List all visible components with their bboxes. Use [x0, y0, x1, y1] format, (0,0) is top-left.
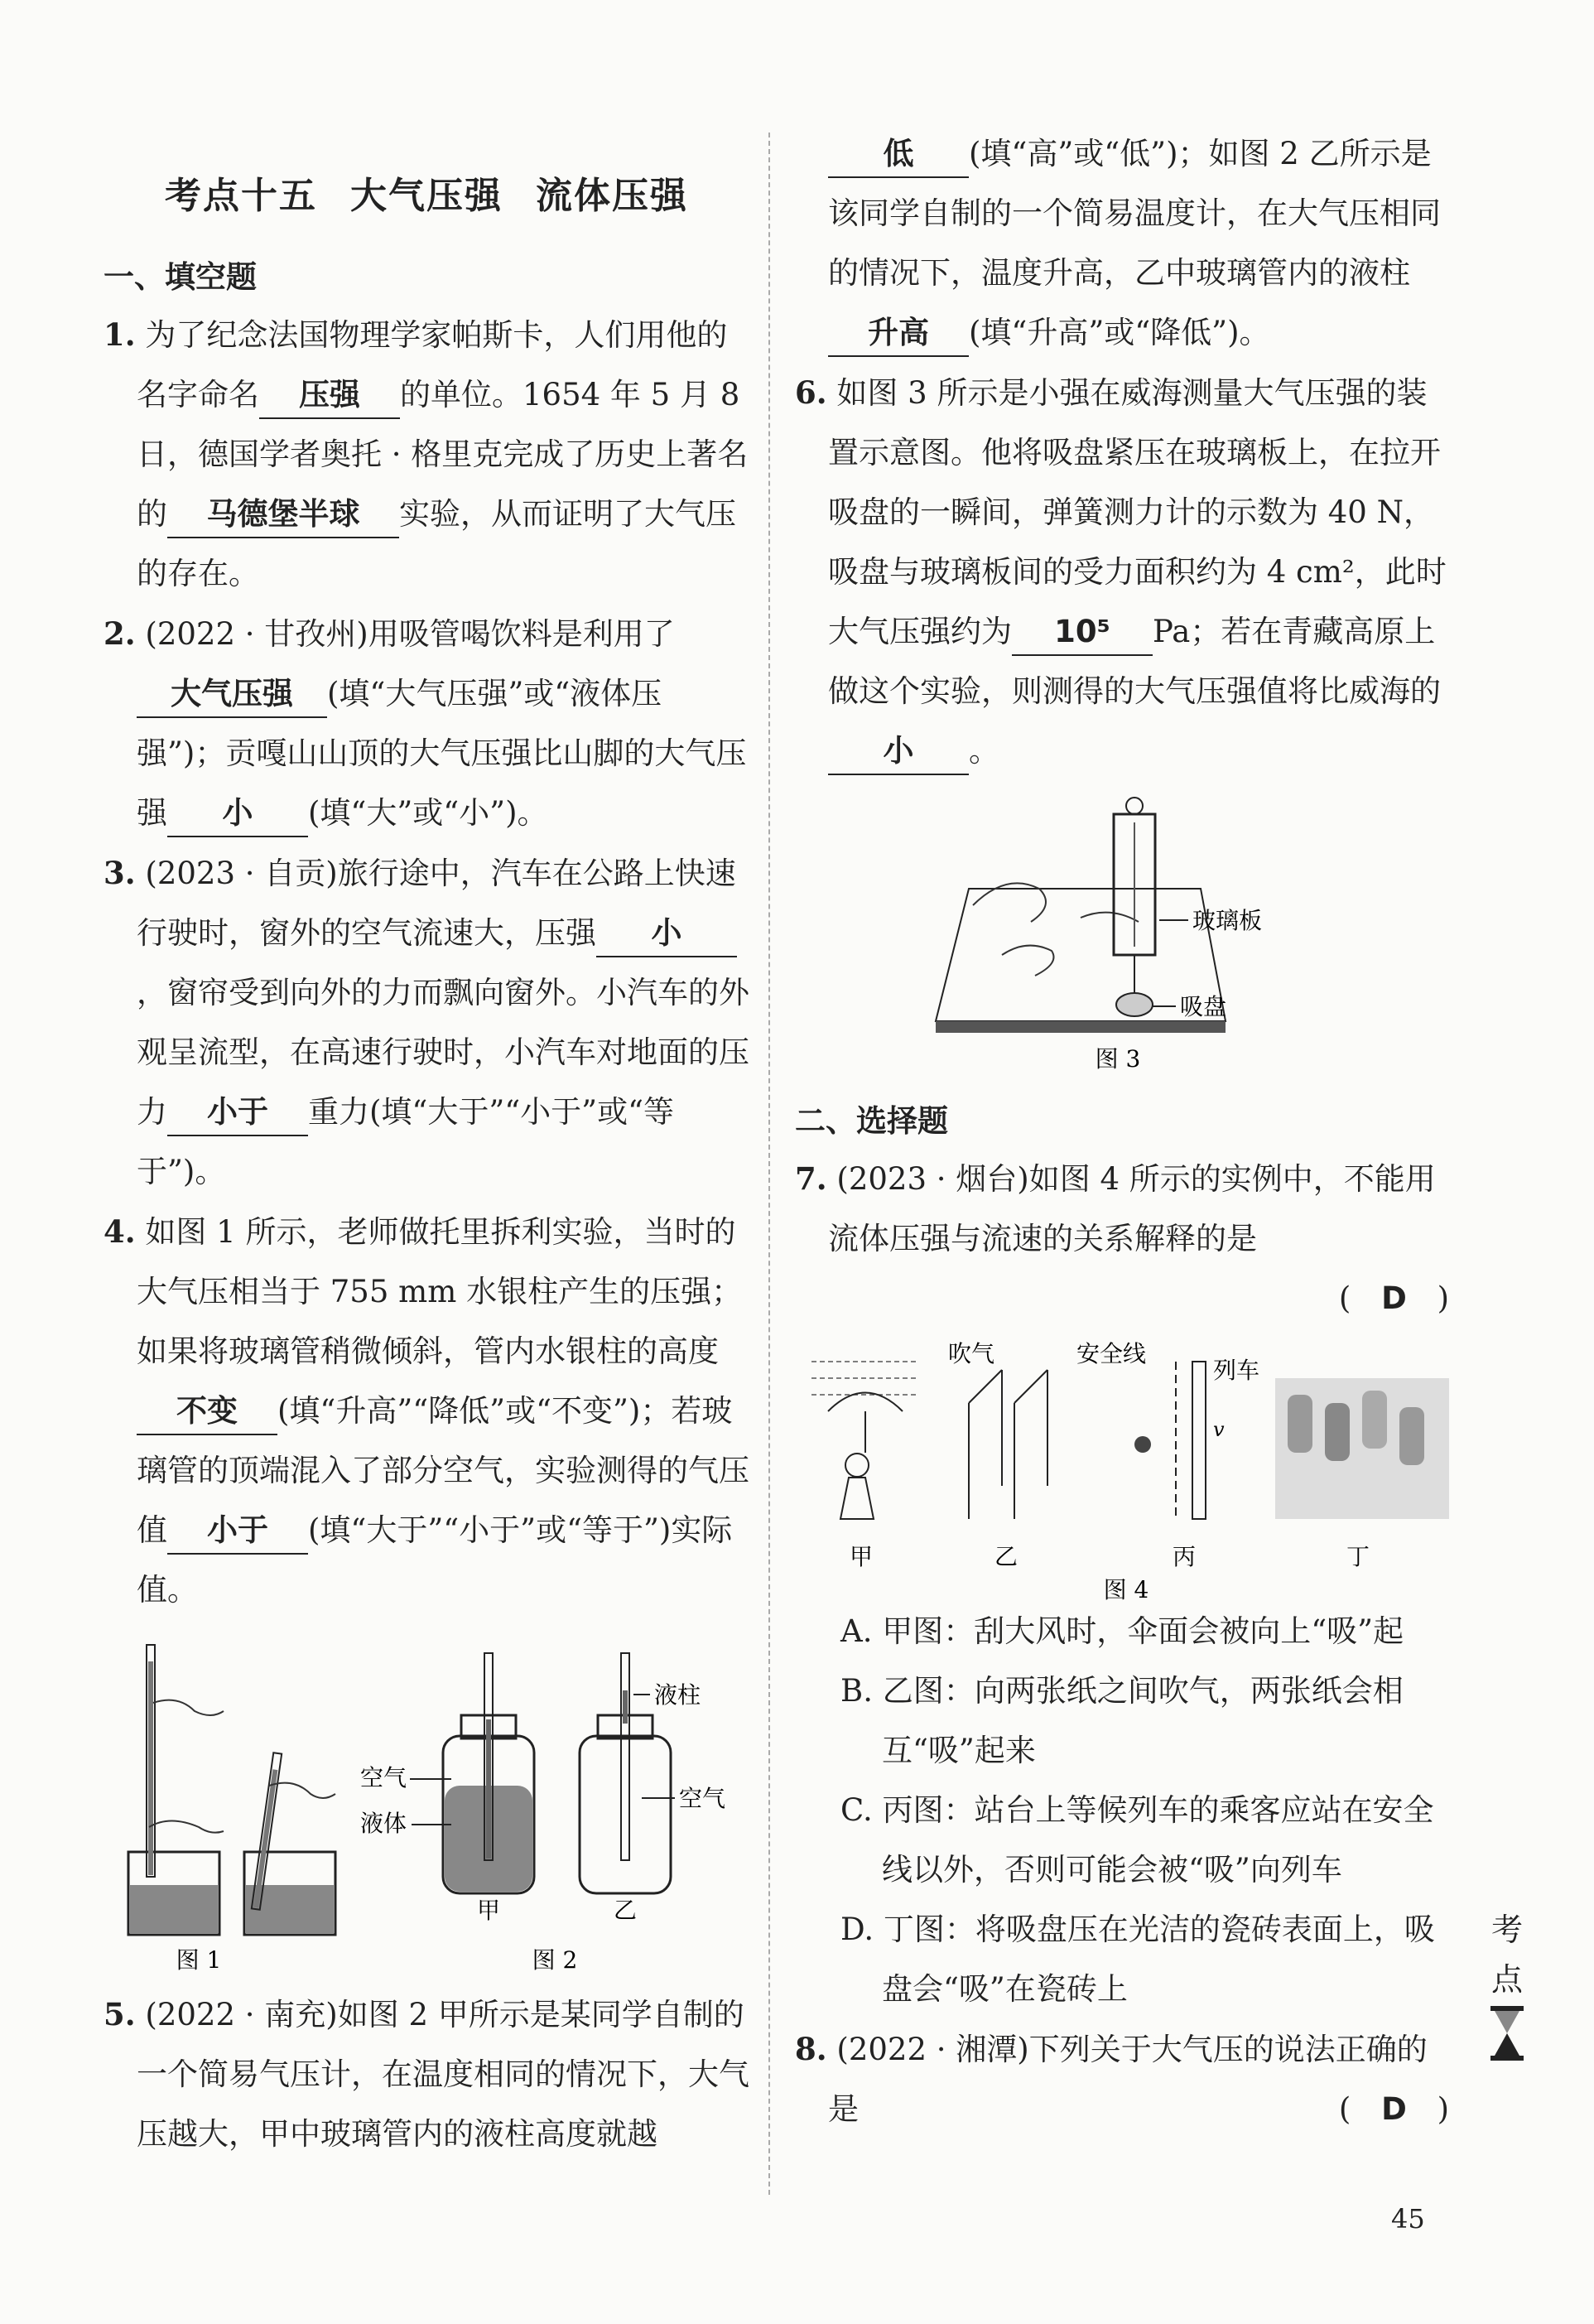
answer-blank: 升高 — [828, 311, 969, 357]
label-jia: 甲 — [476, 1897, 501, 1924]
figure-4 — [795, 1328, 1457, 1602]
side-tab: 考 点 — [1482, 1905, 1532, 2076]
answer-blank: 小 — [167, 791, 308, 837]
answer-blank: 小 — [596, 911, 737, 957]
answer-blank: 低 — [828, 132, 969, 178]
label-fig4-jia: 甲 — [849, 1543, 874, 1570]
page-number: 45 — [1391, 2203, 1425, 2235]
right-column — [795, 124, 1457, 2139]
figure-4-caption: 图 4 — [1103, 1576, 1149, 1602]
hourglass-icon — [1486, 2004, 1528, 2062]
label-train: 列车 — [1213, 1357, 1260, 1384]
question-7-answer: ( D ) — [1338, 1280, 1449, 1316]
label-fig4-bing: 丙 — [1172, 1543, 1197, 1570]
figure-1-2-illustration — [104, 1628, 749, 1976]
left-column — [104, 124, 749, 2164]
question-7: 7. (2023 · 烟台)如图 4 所示的实例中，不能用流体压强与流速的关系解释的是 — [795, 1160, 1436, 1256]
label-fig4-yi: 乙 — [994, 1543, 1019, 1570]
answer-blank: 压强 — [259, 373, 400, 419]
option-b: B. 乙图：向两张纸之间吹气，两张纸会相互“吸”起来 — [840, 1673, 1404, 1768]
answer-blank: 大气压强 — [137, 672, 327, 718]
question-4: 4. 如图 1 所示，老师做托里拆利实验，当时的大气压相当于 755 mm 水银柱产生的压强；如果将玻璃管稍微倾斜，管内水银柱的高度不变 (填“升高”“降低”或“不变”)；若玻璃管的顶端混入了部分空气，实验测得的气压值 小于 (填“大于”“小于”或“等于”)实际值。 — [104, 1213, 749, 1608]
answer-blank: 小 — [828, 729, 969, 775]
figure-1-caption: 图 1 — [176, 1946, 222, 1974]
question-5-continued: 低 (填“高”或“低”)；如图 2 乙所示是该同学自制的一个简易温度计，在大气压相同的情况下，温度升高，乙中玻璃管内的液柱升高 (填“升高”或“降低”)。 — [795, 124, 1457, 363]
option-c: C. 丙图：站台上等候列车的乘客应站在安全线以外，否则可能会被“吸”向列车 — [840, 1792, 1434, 1888]
question-5: 5. (2022 · 南充)如图 2 甲所示是某同学自制的一个简易气压计，在温度相同的情况下，大气压越大，甲中玻璃管内的液柱高度就越 — [104, 1996, 749, 2152]
label-air-1: 空气 — [360, 1764, 407, 1791]
column-divider — [768, 133, 770, 2195]
answer-blank: 10⁵ — [1012, 610, 1153, 656]
question-3: 3. (2023 · 自贡)旅行途中，汽车在公路上快速行驶时，窗外的空气流速大，压强 小，窗帘受到向外的力而飘向窗外。小汽车的外观呈流型，在高速行驶时，小汽车对地面的压力 小于 重力(填“大于”“小于”或“等于”)。 — [104, 855, 749, 1189]
label-sucker: 吸盘 — [1180, 993, 1227, 1020]
answer-choice: D — [1381, 2091, 1407, 2127]
option-d: D. 丁图：将吸盘压在光洁的瓷砖表面上，吸盘会“吸”在瓷砖上 — [840, 1912, 1435, 2007]
question-8: 8. (2022 · 湘潭)下列关于大气压的说法正确的是 ( D ) — [795, 2031, 1449, 2127]
label-yi: 乙 — [613, 1897, 638, 1924]
label-column: 液柱 — [654, 1681, 701, 1709]
figure-2-caption: 图 2 — [532, 1946, 578, 1974]
section-multiple-choice: 二、选择题 — [795, 1103, 948, 1139]
answer-choice: D — [1381, 1280, 1407, 1316]
label-blow: 吹气 — [948, 1340, 995, 1367]
label-fig4-ding: 丁 — [1346, 1543, 1370, 1570]
question-2: 2. (2022 · 甘孜州)用吸管喝饮料是利用了大气压强 (填“大气压强”或“液体压强”)；贡嘎山山顶的大气压强比山脚的大气压强 小 (填“大”或“小”)。 — [104, 604, 749, 843]
figure-3 — [795, 781, 1457, 1079]
label-liquid: 液体 — [360, 1810, 407, 1837]
figure-3-caption: 图 3 — [1095, 1045, 1141, 1073]
label-glass-plate: 玻璃板 — [1192, 907, 1263, 934]
option-a: A. 甲图：刮大风时，伞面会被向上“吸”起 — [840, 1613, 1404, 1649]
figure-1-2 — [104, 1628, 749, 1976]
question-1: 1. 为了纪念法国物理学家帕斯卡，人们用他的名字命名 压强 的单位。1654 年 5 月 8 日，德国学者奥托 · 格里克完成了历史上著名的 马德堡半球 实验，从而证明了大气压的存在。 — [104, 316, 749, 591]
answer-blank: 马德堡半球 — [167, 492, 399, 538]
section-fill-blank: 一、填空题 — [104, 259, 257, 295]
answer-blank: 小于 — [167, 1090, 308, 1136]
label-velocity: v — [1213, 1418, 1225, 1441]
figure-3-illustration — [795, 781, 1457, 1079]
question-6: 6. 如图 3 所示是小强在威海测量大气压强的装置示意图。他将吸盘紧压在玻璃板上，在拉开吸盘的一瞬间，弹簧测力计的示数为 40 N，吸盘与玻璃板间的受力面积约为 4 cm²，此时大气压强约为 10⁵ Pa；若在青藏高原上做这个实验，则测得的大气压强值将比威海的小 。 — [795, 363, 1457, 781]
answer-blank: 小于 — [167, 1508, 308, 1555]
label-air-2: 空气 — [679, 1785, 726, 1812]
page-title: 考点十五 大气压强 流体压强 — [165, 175, 688, 217]
figure-4-illustration — [795, 1328, 1457, 1602]
answer-blank: 不变 — [137, 1389, 277, 1435]
label-safety-line: 安全线 — [1076, 1340, 1147, 1367]
